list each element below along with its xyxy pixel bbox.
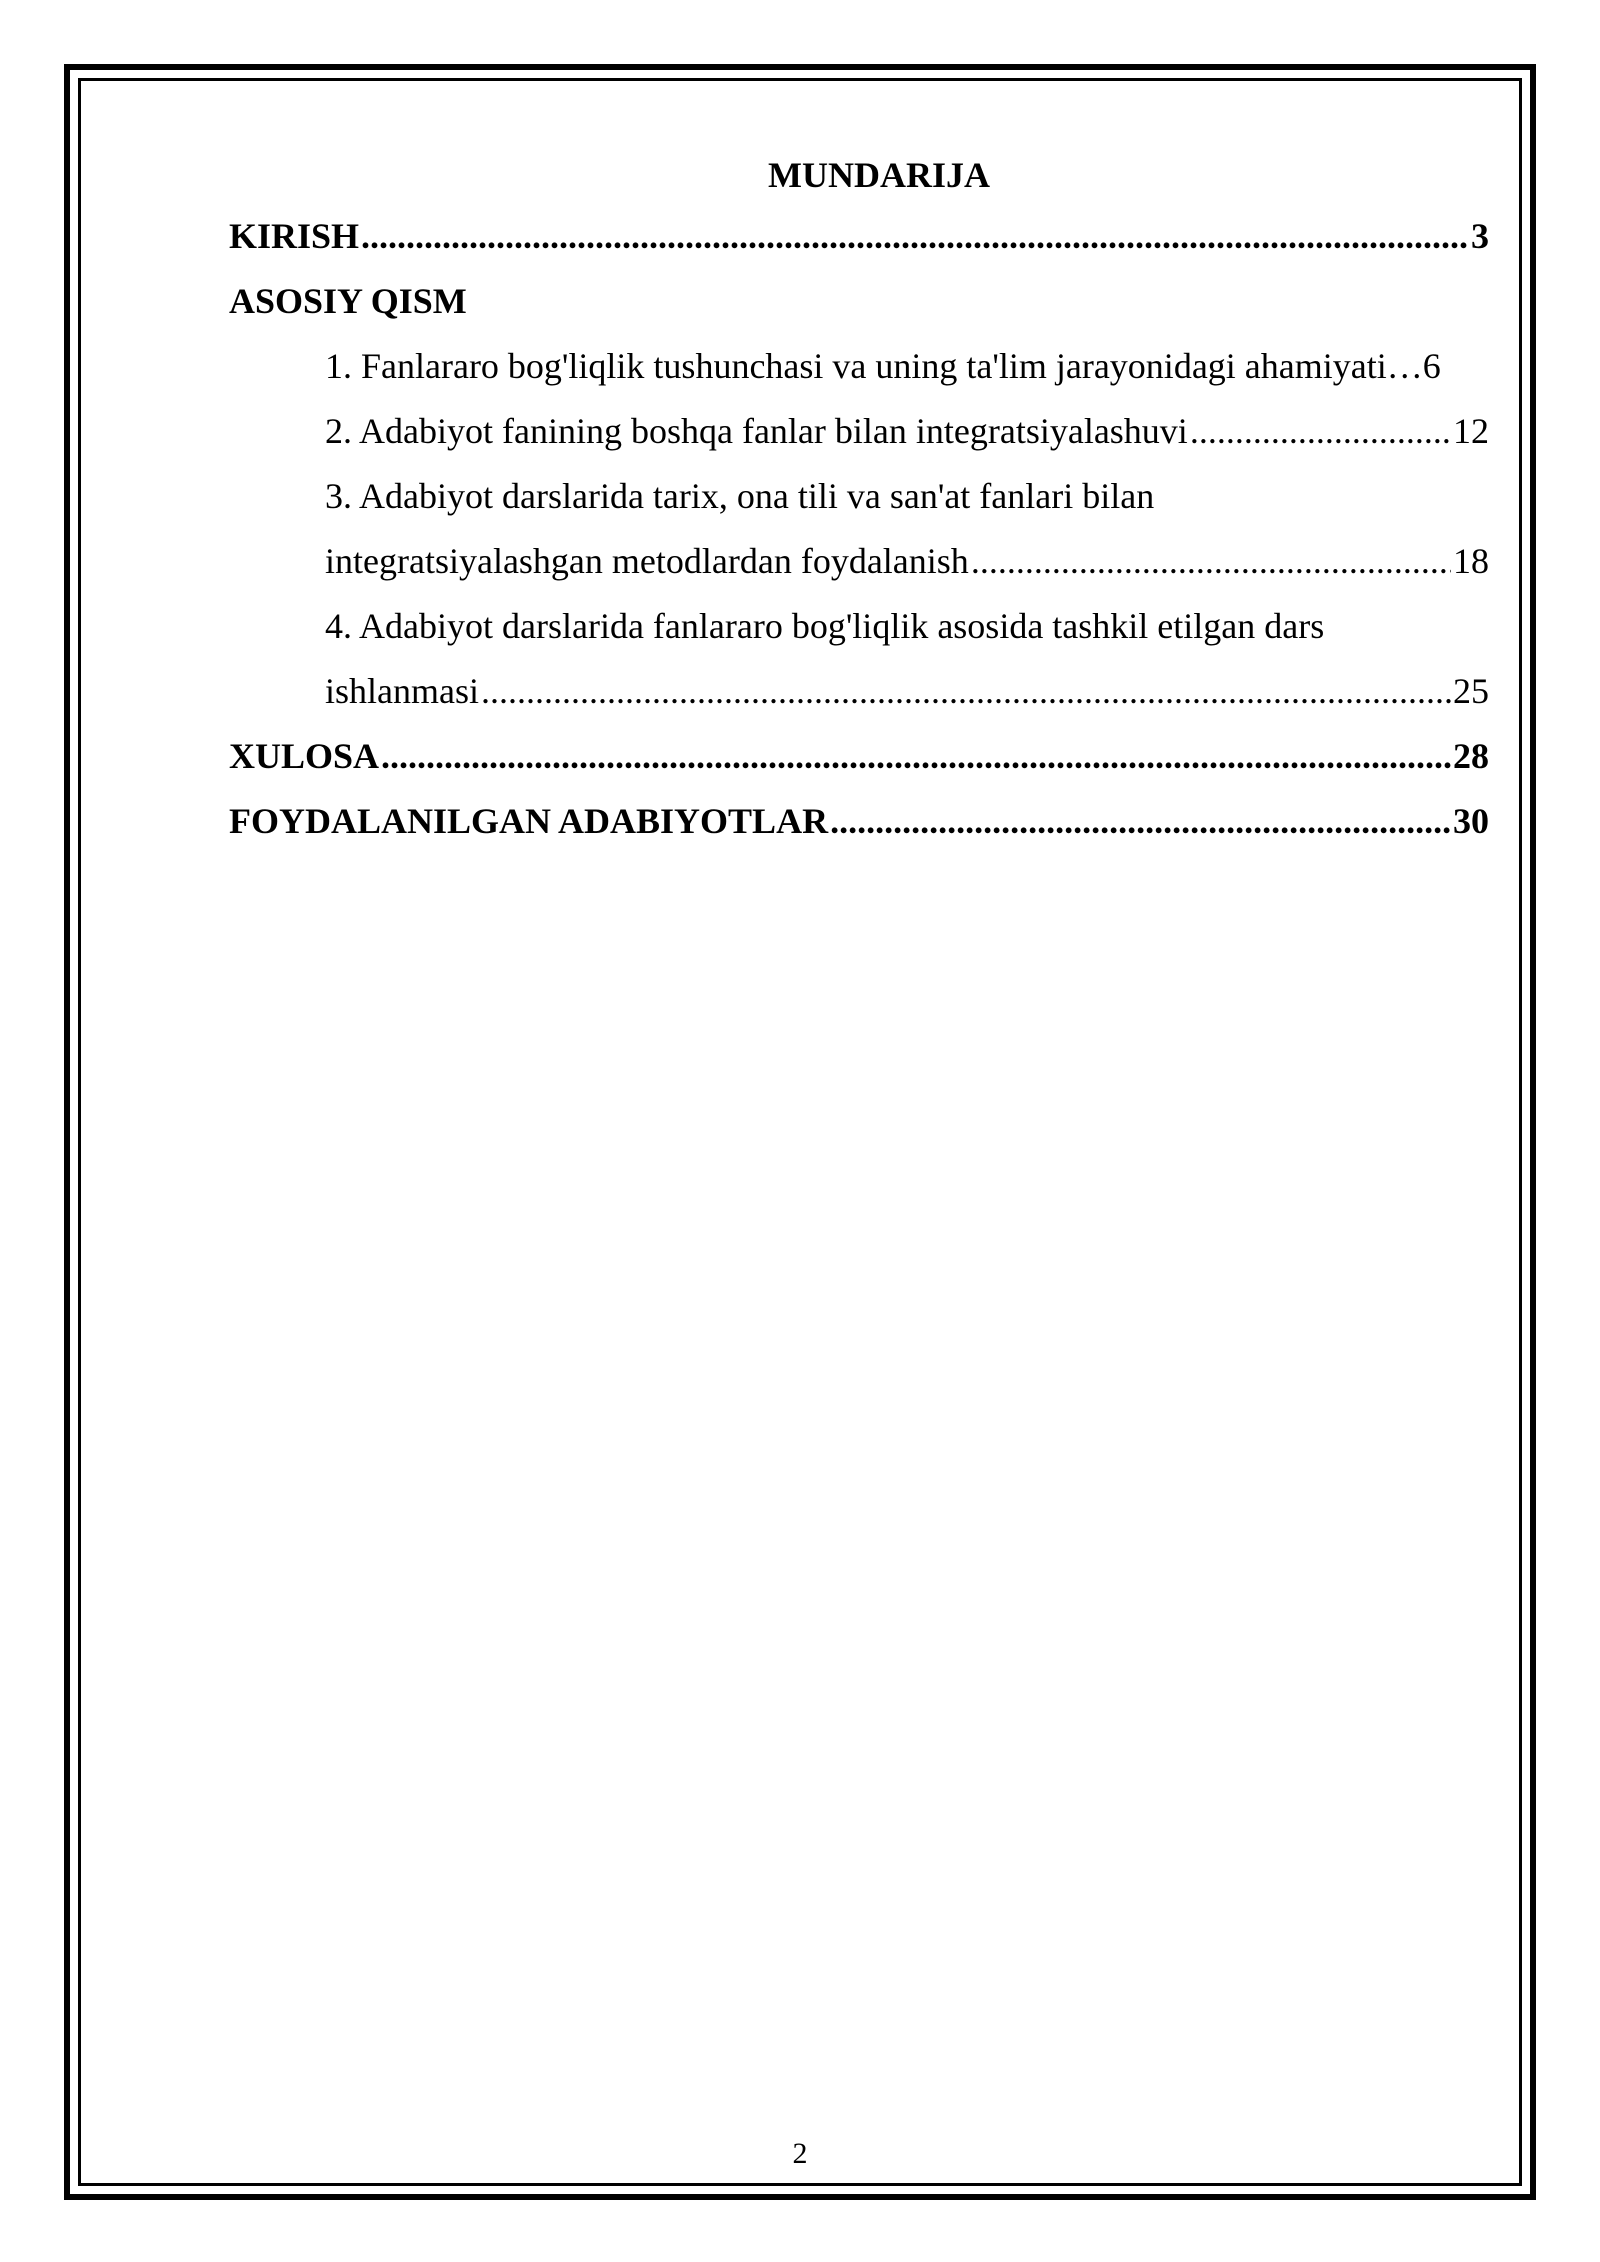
toc-entry-1: 1. Fanlararo bog'liqlik tushunchasi va uning ta'lim jarayonidagi ahamiyati…6 bbox=[325, 346, 1441, 386]
toc-entry-3-line1: 3. Adabiyot darslarida tarix, ona tili va san'at fanlari bilan bbox=[325, 476, 1155, 516]
toc-entry-page: 25 bbox=[1453, 671, 1489, 711]
toc-entry-kirish bbox=[229, 204, 1489, 269]
dot-leader bbox=[971, 529, 1451, 594]
toc-section-asosiy-qism: ASOSIY QISM bbox=[229, 281, 467, 321]
dot-leader bbox=[361, 204, 1469, 269]
toc-entry-3 bbox=[229, 529, 1489, 594]
toc-entry-page: 12 bbox=[1453, 411, 1489, 451]
toc-entry-xulosa bbox=[229, 724, 1489, 789]
toc-entry-label: FOYDALANILGAN ADABIYOTLAR bbox=[229, 801, 829, 841]
toc-entry-adabiyotlar bbox=[229, 789, 1489, 854]
toc-entry-page: 18 bbox=[1453, 541, 1489, 581]
toc-title: MUNDARIJA bbox=[768, 155, 990, 195]
toc-entry-label: KIRISH bbox=[229, 216, 360, 256]
dot-leader bbox=[830, 789, 1451, 854]
table-of-contents bbox=[229, 146, 1489, 854]
toc-entry-4 bbox=[229, 659, 1489, 724]
toc-entry-label: 2. Adabiyot fanining boshqa fanlar bilan integratsiyalashuvi bbox=[325, 411, 1188, 451]
dot-leader bbox=[1190, 399, 1451, 464]
dot-leader bbox=[481, 659, 1451, 724]
toc-entry-page: 3 bbox=[1471, 216, 1489, 256]
toc-entry-label: integratsiyalashgan metodlardan foydalanish bbox=[325, 541, 969, 581]
page-number: 2 bbox=[792, 2137, 808, 2170]
toc-entry-page: 28 bbox=[1453, 736, 1489, 776]
dot-leader bbox=[381, 724, 1451, 789]
toc-entry-4-line1: 4. Adabiyot darslarida fanlararo bog'liqlik asosida tashkil etilgan dars bbox=[325, 606, 1325, 646]
toc-entry-label: XULOSA bbox=[229, 736, 380, 776]
toc-entry-2 bbox=[229, 399, 1489, 464]
toc-entry-page: 30 bbox=[1453, 801, 1489, 841]
toc-entry-label: ishlanmasi bbox=[325, 671, 479, 711]
